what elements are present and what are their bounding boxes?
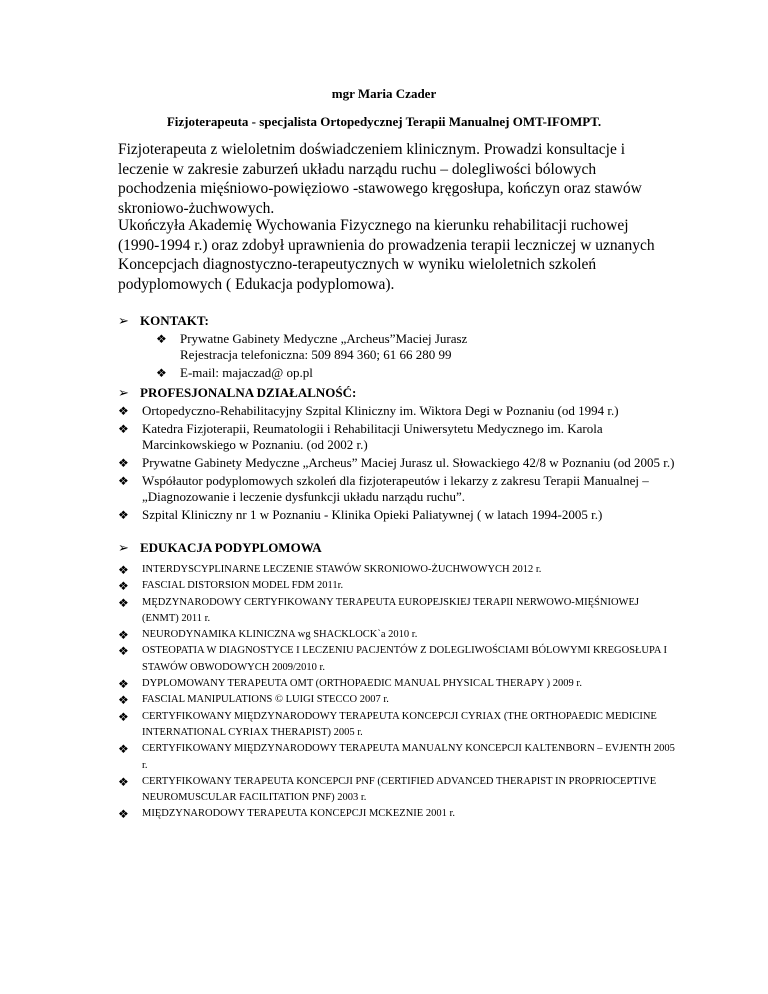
contact-heading-text: KONTAKT: — [140, 313, 209, 328]
list-item: ❖ MĘDZYNARODOWY CERTYFIKOWANY TERAPEUTA EUROPEJSKIEJ TERAPII NERWOWO-MIĘŚNIOWEJ (ENMT) 2011 r. — [118, 595, 639, 624]
contact-email: ❖ E-mail: majaczad@ op.pl — [156, 365, 313, 380]
diamond-bullet-icon: ❖ — [118, 404, 129, 418]
contact-section — [118, 313, 678, 381]
author-name: mgr Maria Czader — [331, 86, 437, 101]
job-title: Fizjoterapeuta - specjalista Ortopedycznej Terapii Manualnej OMT-IFOMPT. — [166, 114, 602, 129]
contact-heading — [118, 313, 678, 329]
diamond-bullet-icon: ❖ — [118, 422, 129, 436]
diamond-bullet-icon: ❖ — [118, 456, 129, 470]
list-item: ❖ FASCIAL MANIPULATIONS © LUIGI STECCO 2007 r. — [118, 693, 389, 708]
list-item: ❖ CERTYFIKOWANY TERAPEUTA KONCEPCJI PNF (CERTIFIED ADVANCED THERAPIST IN PROPRIOCEPTIVE NEUROMUSCULAR FACILITATION PNF) 2003 r. — [118, 774, 657, 804]
diamond-bullet-icon: ❖ — [156, 366, 167, 380]
arrow-bullet-icon: ➢ — [118, 385, 129, 400]
diamond-bullet-icon: ❖ — [118, 677, 129, 692]
list-item: ❖ NEURODYNAMIKA KLINICZNA wg SHACKLOCK`a 2010 r. — [118, 628, 418, 643]
list-item: ❖ MIĘDZYNARODOWY TERAPEUTA KONCEPCJI MCKEZNIE 2001 r. — [118, 807, 455, 822]
diamond-bullet-icon: ❖ — [118, 644, 129, 659]
diamond-bullet-icon: ❖ — [118, 807, 129, 822]
arrow-bullet-icon: ➢ — [118, 313, 129, 328]
list-item: ❖ Szpital Kliniczny nr 1 w Poznaniu - Klinika Opieki Paliatywnej ( w latach 1994-2005 r.) — [118, 507, 603, 522]
list-item: ❖ Ortopedyczno-Rehabilitacyjny Szpital Kliniczny im. Wiktora Degi w Poznaniu (od 1994 r.) — [118, 403, 619, 418]
contact-phone: Rejestracja telefoniczna: 509 894 360; 61 66 280 99 — [180, 347, 452, 362]
intro-paragraph: Fizjoterapeuta z wieloletnim doświadczeniem klinicznym. Prowadzi konsultacje i leczenie w zakresie zaburzeń układu narządu ruchu – dolegliwości bólowych pochodzenia mięśniowo-powięziowo -stawowego kręgosłupa, kończyn oraz stawów skroniowo-żuchwowych. — [118, 141, 642, 217]
diamond-bullet-icon: ❖ — [118, 709, 129, 724]
diamond-bullet-icon: ❖ — [118, 508, 129, 522]
list-item: ❖ FASCIAL DISTORSION MODEL FDM 2011r. — [118, 579, 344, 594]
list-item: ❖ CERTYFIKOWANY MIĘDZYNARODOWY TERAPEUTA MANUALNY KONCEPCJI KALTENBORN – EVJENTH 2005 r. — [118, 742, 675, 771]
contact-item: ❖ Prywatne Gabinety Medyczne „Archeus”Maciej Jurasz — [156, 331, 468, 346]
diamond-bullet-icon: ❖ — [118, 742, 129, 757]
diamond-bullet-icon: ❖ — [118, 595, 129, 610]
list-item: ❖ OSTEOPATIA W DIAGNOSTYCE I LECZENIU PACJENTÓW Z DOLEGLIWOŚCIAMI BÓLOWYMI KREGOSŁUPA I STAWÓW OBWODOWYCH 2009/2010 r. — [118, 644, 667, 673]
diamond-bullet-icon: ❖ — [118, 563, 129, 577]
work-section — [118, 385, 678, 523]
list-item: ❖ DYPLOMOWANY TERAPEUTA OMT (ORTHOPAEDIC MANUAL PHYSICAL THERAPY ) 2009 r. — [118, 677, 582, 692]
education-heading: ➢ EDUKACJA PODYPLOMOWA — [118, 540, 322, 555]
list-item: ❖ Współautor podyplomowych szkoleń dla fizjoterapeutów i lekarzy z zakresu Terapii Manualnej – „Diagnozowanie i leczenie dysfunkcji układu narządu ruchu”. — [118, 473, 649, 504]
list-item: ❖ INTERDYSCYPLINARNE LECZENIE STAWÓW SKRONIOWO-ŻUCHWOWYCH 2012 r. — [118, 563, 542, 577]
diamond-bullet-icon: ❖ — [118, 628, 129, 643]
arrow-bullet-icon: ➢ — [118, 540, 129, 555]
education-paragraph: Ukończyła Akademię Wychowania Fizycznego na kierunku rehabilitacji ruchowej (1990-1994 r.) oraz zdobył uprawnienia do prowadzenia terapii leczniczej w uznanych Koncepcjach diagnostyczno-terapeutycznych w wyniku wieloletnich szkoleń podyplomowych ( Edukacja podyplomowa). — [118, 217, 655, 293]
work-heading: ➢ PROFESJONALNA DZIAŁALNOŚĆ: — [118, 385, 357, 400]
list-item: ❖ Katedra Fizjoterapii, Reumatologii i Rehabilitacji Uniwersytetu Medycznego im. Karola Marcinkowskiego w Poznaniu. (od 2002 r.) — [118, 421, 603, 452]
diamond-bullet-icon: ❖ — [118, 693, 129, 708]
diamond-bullet-icon: ❖ — [118, 474, 129, 488]
list-item: ❖ CERTYFIKOWANY MIĘDZYNARODOWY TERAPEUTA KONCEPCJI CYRIAX (THE ORTHOPAEDIC MEDICINE INTERNATIONAL CYRIAX THERAPIST) 2005 r. — [118, 709, 657, 738]
diamond-bullet-icon: ❖ — [118, 579, 129, 594]
diamond-bullet-icon: ❖ — [156, 332, 167, 346]
diamond-bullet-icon: ❖ — [118, 774, 129, 789]
education-section — [118, 540, 678, 823]
list-item: ❖ Prywatne Gabinety Medyczne „Archeus” Maciej Jurasz ul. Słowackiego 42/8 w Poznaniu (od 2005 r.) — [118, 455, 675, 470]
